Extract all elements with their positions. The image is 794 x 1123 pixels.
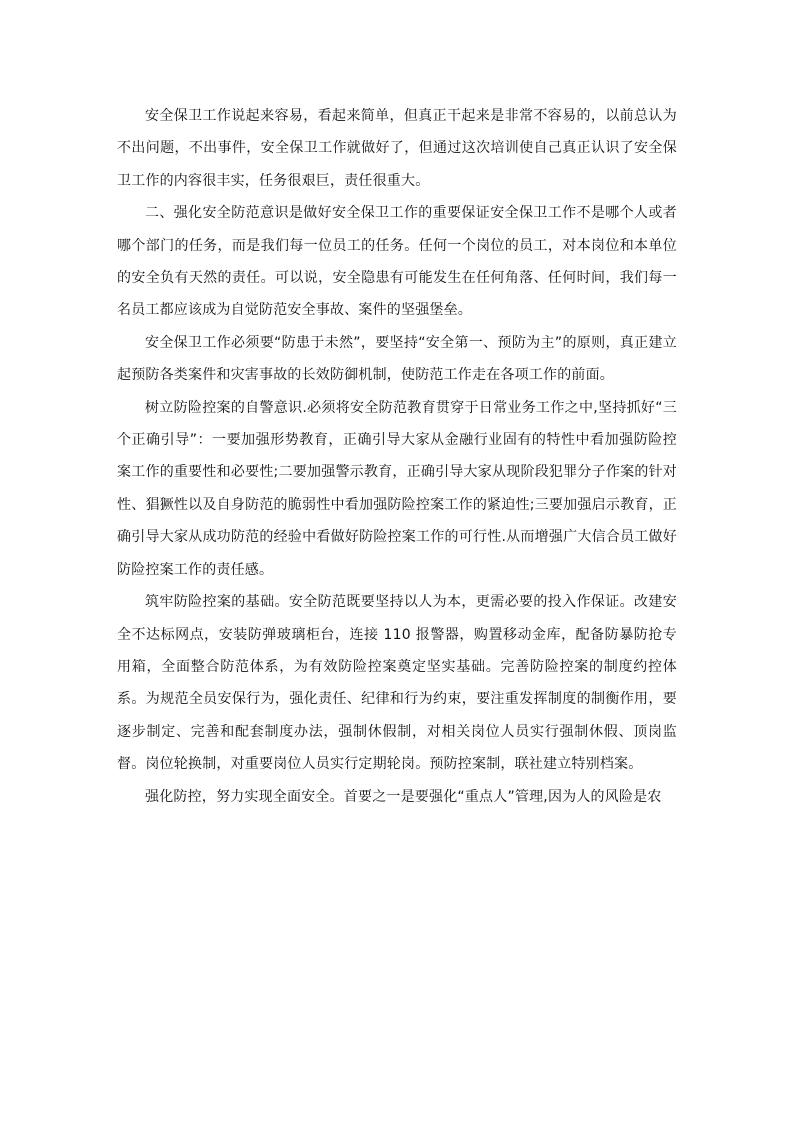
paragraph-4: 树立防险控案的自警意识.必须将安全防范教育贯穿于日常业务工作之中,坚持抓好“三个正确引导”：一要加强形势教育，正确引导大家从金融行业固有的特性中看加强防险控案工作的重要性和必要性;二要加强警示教育，正确引导大家从现阶段犯罪分子作案的针对性、猖獗性以及自身防范的脆弱性中看加强防险控案工作的紧迫性;三要加强启示教育，正确引导大家从成功防范的经验中看做好防险控案工作的可行性.从而增强广大信合员工做好防险控案工作的责任感。 [117,399,677,578]
paragraph-1: 安全保卫工作说起来容易，看起来简单，但真正干起来是非常不容易的，以前总认为不出问题，不出事件，安全保卫工作就做好了，但通过这次培训使自己真正认识了安全保卫工作的内容很丰实，任务很艰巨，责任很重大。 [117,108,677,189]
document-body [117,100,677,813]
paragraph-6: 强化防控，努力实现全面安全。首要之一是要强化“重点人”管理,因为人的风险是农 [145,788,662,805]
paragraph-5: 筑牢防险控案的基础。安全防范既要坚持以人为本，更需必要的投入作保证。改建安全不达标网点，安装防弹玻璃柜台，连接 110 报警器，购置移动金库，配备防暴防抢专用箱，全面整合防范体系，为有效防险控案奠定坚实基础。完善防险控案的制度约控体系。为规范全员安保行为，强化责任、纪律和行为约束，要注重发挥制度的制衡作用，要逐步制定、完善和配套制度办法，强制休假制，对相关岗位人员实行强制休假、顶岗监督。岗位轮换制，对重要岗位人员实行定期轮岗。预防控案制，联社建立特别档案。 [117,594,677,773]
paragraph-2: 二、强化安全防范意识是做好安全保卫工作的重要保证安全保卫工作不是哪个人或者哪个部门的任务，而是我们每一位员工的任务。任何一个岗位的员工，对本岗位和本单位的安全负有天然的责任。可以说，安全隐患有可能发生在任何角落、任何时间，我们每一名员工都应该成为自觉防范安全事故、案件的坚强堡垒。 [117,205,677,319]
paragraph-3: 安全保卫工作必须要“防患于未然”，要坚持“安全第一、预防为主”的原则，真正建立起预防各类案件和灾害事故的长效防御机制，使防范工作走在各项工作的前面。 [117,334,677,384]
